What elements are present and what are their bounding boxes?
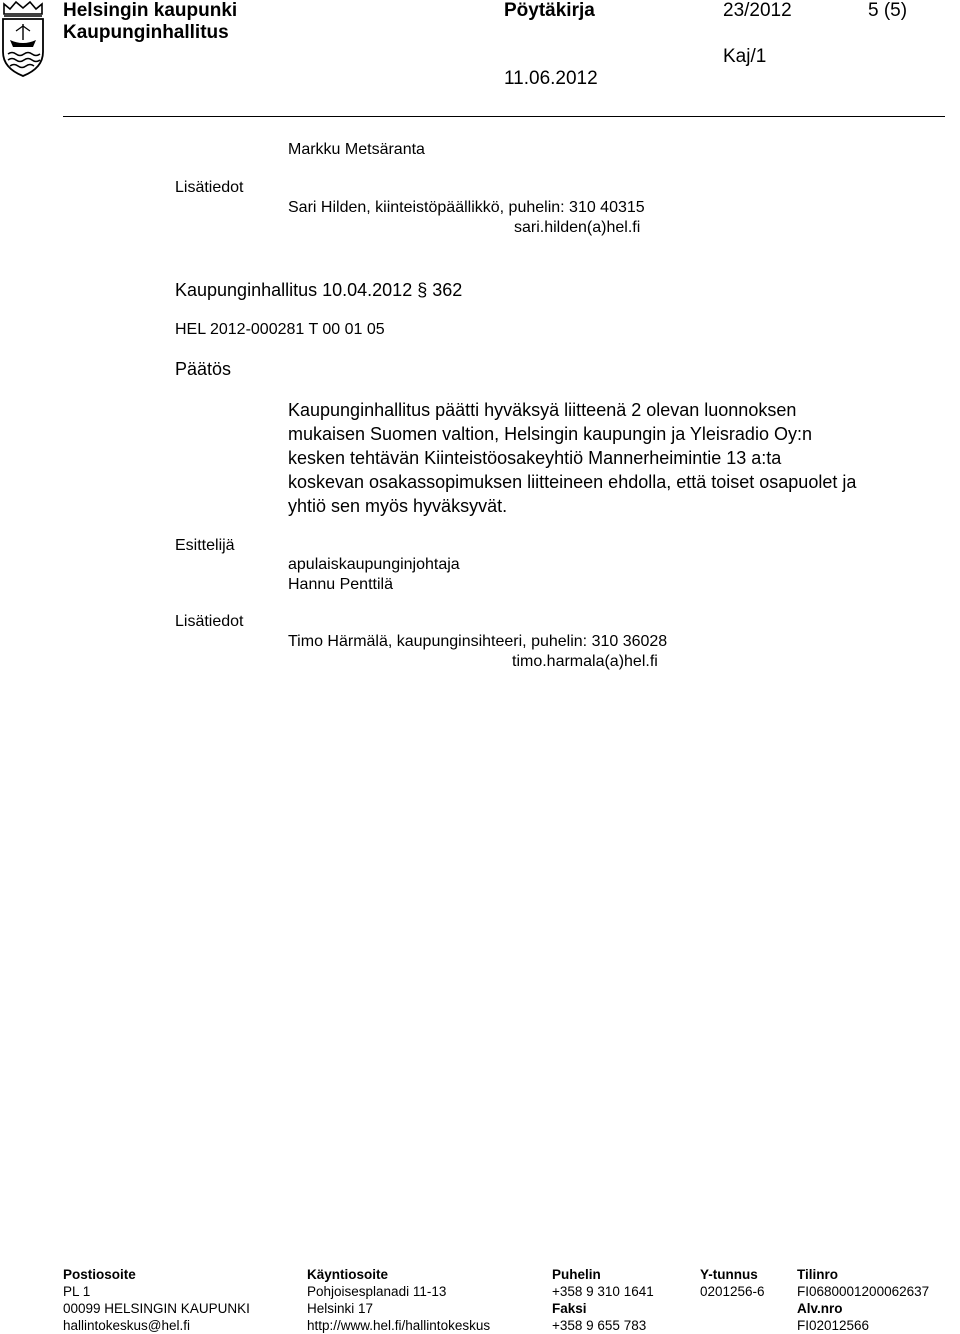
footer-label: Käyntiosoite: [307, 1267, 389, 1282]
decision-label: Päätös: [175, 359, 232, 379]
info-line: Timo Härmälä, kaupunginsihteeri, puhelin: 310 36028: [288, 633, 668, 650]
section-sign: §: [417, 280, 428, 300]
footer-puhelin: [552, 1266, 654, 1334]
footer-ytunnus: [700, 1266, 765, 1300]
footer-value: +358 9 310 1641: [552, 1284, 654, 1299]
document-type: Pöytäkirja: [504, 0, 595, 21]
presenter-title: apulaiskaupunginjohtaja: [288, 556, 460, 573]
footer-label: Tilinro: [797, 1267, 839, 1282]
meeting-heading-text: Kaupunginhallitus 10.04.2012: [175, 280, 413, 300]
footer-kayntiosoite: [307, 1266, 490, 1334]
footer-value: +358 9 655 783: [552, 1318, 647, 1333]
decision-line: koskevan osakassopimuksen liitteineen ehdolla, että toiset osapuolet ja: [288, 472, 857, 492]
lisatiedot-label: Lisätiedot: [175, 179, 244, 196]
footer-label: Faksi: [552, 1301, 587, 1316]
footer-label: Alv.nro: [797, 1301, 843, 1316]
decision-line: kesken tehtävän Kiinteistöosakeyhtiö Mannerheimintie 13 a:ta: [288, 448, 782, 468]
footer-value: hallintokeskus@hel.fi: [63, 1318, 191, 1333]
footer-value: Pohjoisesplanadi 11-13: [307, 1284, 447, 1299]
footer-label: Puhelin: [552, 1267, 601, 1282]
header-divider: [63, 116, 945, 117]
case-id: HEL 2012-000281 T 00 01 05: [175, 321, 385, 338]
footer-value: PL 1: [63, 1284, 91, 1299]
contact-email: sari.hilden(a)hel.fi: [514, 219, 641, 236]
case-reference: Kaj/1: [723, 46, 767, 67]
footer-label: Postiosoite: [63, 1267, 136, 1282]
presenter-name: Hannu Penttilä: [288, 576, 393, 593]
footer-value: FI0680001200062637: [797, 1284, 930, 1299]
decision-line: yhtiö sen myös hyväksyvät.: [288, 496, 508, 516]
meeting-heading: [175, 278, 462, 302]
footer-tilinro: [797, 1266, 929, 1334]
org-name: Helsingin kaupunki: [63, 0, 238, 21]
decision-line: mukaisen Suomen valtion, Helsingin kaupungin ja Yleisradio Oy:n: [288, 424, 812, 444]
section-number: 362: [432, 280, 463, 300]
helsinki-coat-of-arms-icon: [0, 0, 46, 78]
footer-value: http://www.hel.fi/hallintokeskus: [307, 1318, 491, 1333]
meeting-date: 11.06.2012: [504, 68, 598, 89]
person-name: Markku Metsäranta: [288, 141, 425, 158]
footer-value: 0201256-6: [700, 1284, 765, 1299]
presenter-label: Esittelijä: [175, 537, 235, 554]
info-label: Lisätiedot: [175, 613, 244, 630]
decision-line: Kaupunginhallitus päätti hyväksyä liitteenä 2 olevan luonnoksen: [288, 400, 797, 420]
footer-postiosoite: [63, 1266, 250, 1334]
document-number: 23/2012: [723, 0, 792, 21]
contact-line: Sari Hilden, kiinteistöpäällikkö, puhelin: 310 40315: [288, 199, 645, 216]
page-number: 5 (5): [868, 0, 908, 21]
info-email: timo.harmala(a)hel.fi: [512, 653, 658, 670]
footer-label: Y-tunnus: [700, 1267, 758, 1282]
footer-value: 00099 HELSINGIN KAUPUNKI: [63, 1301, 250, 1316]
body-name: Kaupunginhallitus: [63, 22, 229, 43]
footer-value: Helsinki 17: [307, 1301, 374, 1316]
footer-value: FI02012566: [797, 1318, 870, 1333]
